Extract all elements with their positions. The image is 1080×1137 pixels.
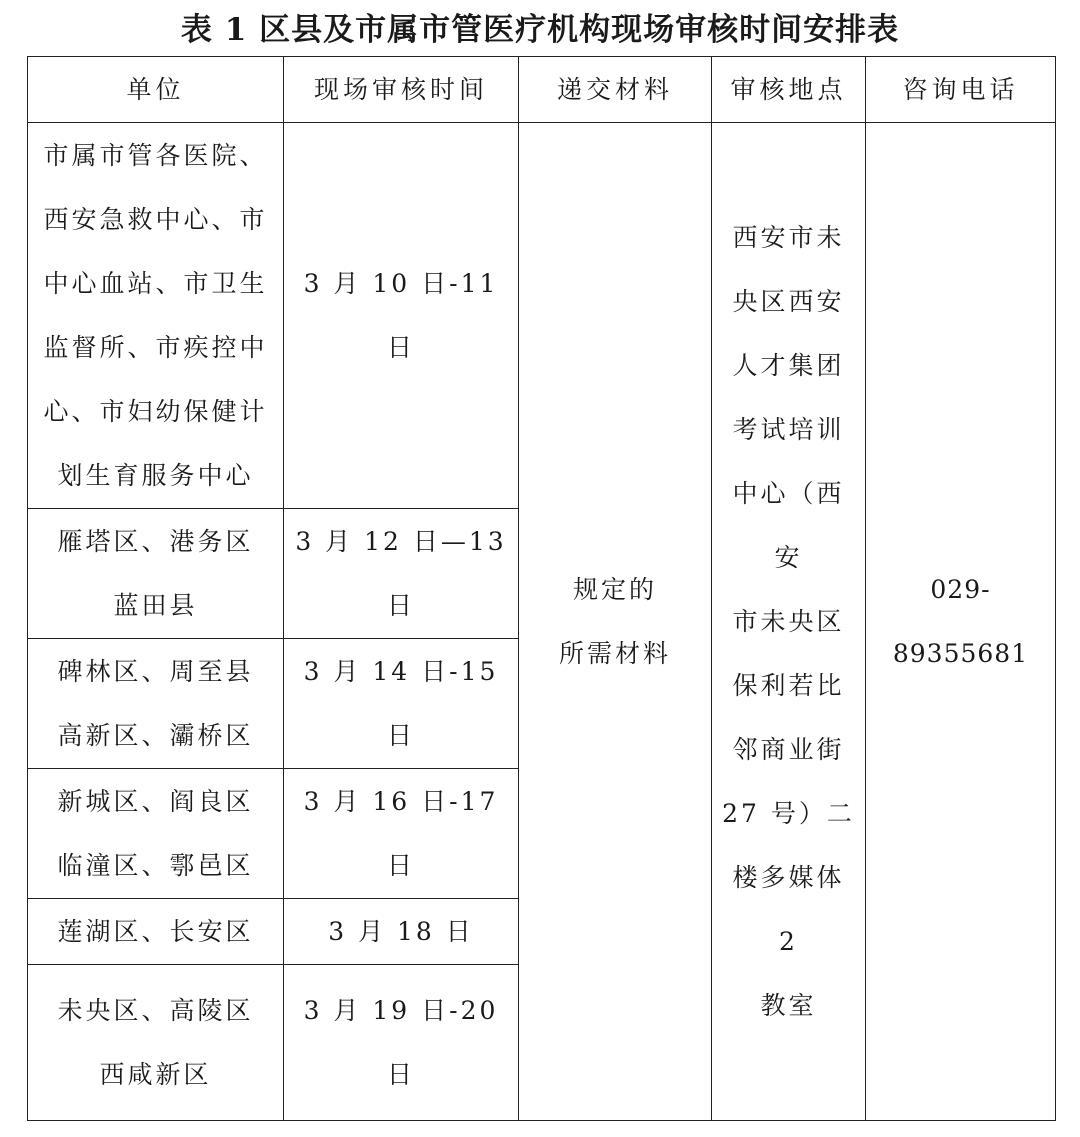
location-cell: 西安市未 央区西安 人才集团 考试培训 中心（西安 市未央区 保利若比 邻商业街 27 号）二 楼多媒体 2 教室 — [712, 123, 866, 1121]
header-unit: 单位 — [28, 57, 284, 123]
header-location: 审核地点 — [712, 57, 866, 123]
phone-cell: 029-89355681 — [866, 123, 1056, 1121]
time-cell: 3 月 19 日-20 日 — [284, 965, 519, 1121]
materials-cell: 规定的 所需材料 — [519, 123, 712, 1121]
time-cell: 3 月 16 日-17 日 — [284, 769, 519, 899]
header-phone: 咨询电话 — [866, 57, 1056, 123]
header-row — [28, 57, 1056, 123]
time-cell: 3 月 18 日 — [284, 899, 519, 965]
time-cell: 3 月 14 日-15 日 — [284, 639, 519, 769]
unit-cell: 未央区、高陵区 西咸新区 — [28, 965, 284, 1121]
table-title: 表 1 区县及市属市管医疗机构现场审核时间安排表 — [180, 12, 900, 48]
unit-cell: 莲湖区、长安区 — [28, 899, 284, 965]
header-materials: 递交材料 — [519, 57, 712, 123]
unit-cell: 雁塔区、港务区 蓝田县 — [28, 509, 284, 639]
header-review-time: 现场审核时间 — [284, 57, 519, 123]
time-cell: 3 月 12 日—13 日 — [284, 509, 519, 639]
unit-cell: 新城区、阎良区 临潼区、鄠邑区 — [28, 769, 284, 899]
unit-cell: 市属市管各医院、 西安急救中心、市 中心血站、市卫生 监督所、市疾控中 心、市妇幼保健计 划生育服务中心 — [28, 123, 284, 509]
time-cell: 3 月 10 日-11 日 — [284, 123, 519, 509]
review-schedule-table — [27, 56, 1056, 1121]
table-row — [28, 123, 1056, 509]
unit-cell: 碑林区、周至县 高新区、灞桥区 — [28, 639, 284, 769]
